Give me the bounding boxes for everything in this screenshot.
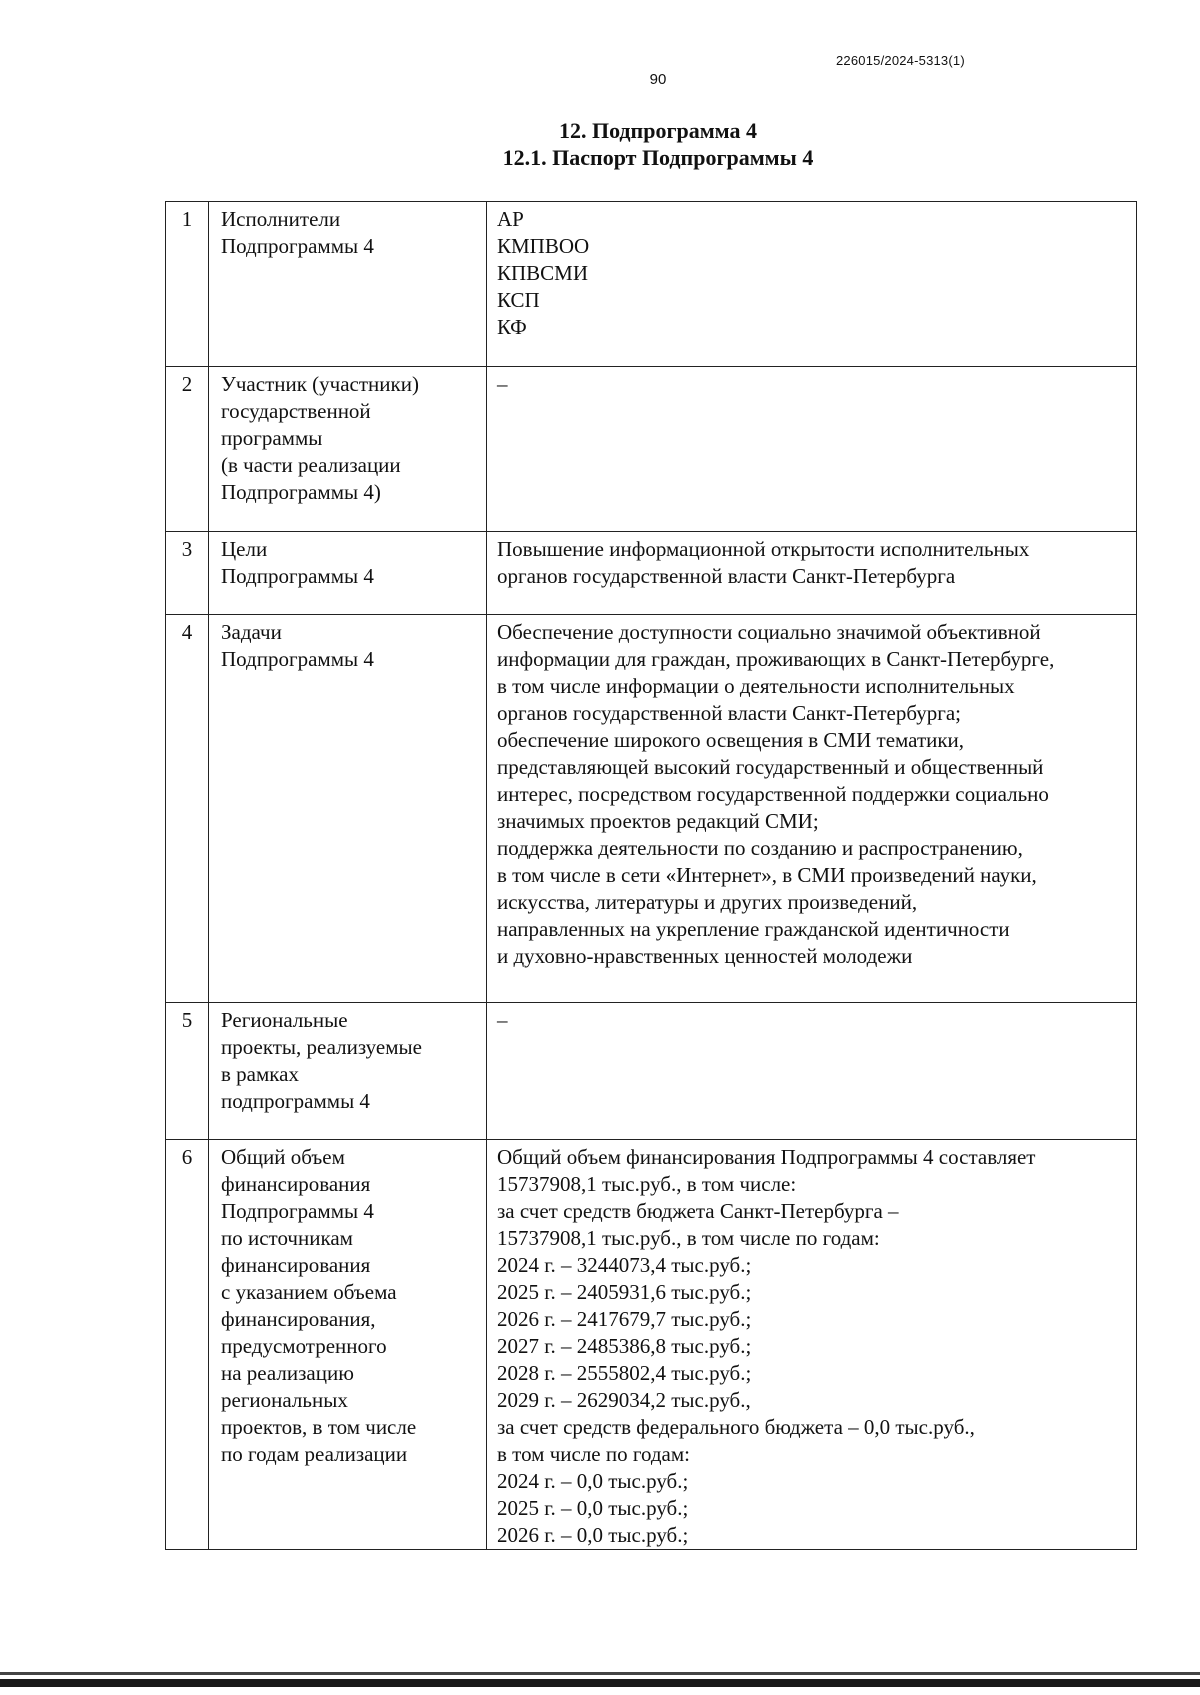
value-line: в том числе в сети «Интернет», в СМИ произведений науки, xyxy=(497,863,1037,887)
label-line: проекты, реализуемые xyxy=(221,1035,422,1059)
subsection-title: 12.1. Паспорт Подпрограммы 4 xyxy=(502,145,814,170)
passport-row xyxy=(166,532,1137,615)
label-line: государственной xyxy=(221,399,371,423)
value-line: 2026 г. – 2417679,7 тыс.руб.; xyxy=(497,1307,752,1331)
value-line: в том числе по годам: xyxy=(497,1442,690,1466)
row-value xyxy=(487,1140,1137,1550)
row-number: 1 xyxy=(166,202,209,367)
value-line: обеспечение широкого освещения в СМИ тематики, xyxy=(497,728,965,752)
label-line: Задачи xyxy=(221,620,282,644)
value-line: 2026 г. – 0,0 тыс.руб.; xyxy=(497,1523,689,1547)
label-line: проектов, в том числе xyxy=(221,1415,417,1439)
passport-table xyxy=(165,201,1137,1550)
row-value xyxy=(487,532,1137,615)
row-value xyxy=(487,615,1137,1003)
passport-row xyxy=(166,202,1137,367)
value-line: информации для граждан, проживающих в Санкт-Петербурге, xyxy=(497,647,1055,671)
value-line: за счет средств федерального бюджета – 0,0 тыс.руб., xyxy=(497,1415,975,1439)
label-line: подпрограммы 4 xyxy=(221,1089,370,1113)
row-value xyxy=(487,1003,1137,1140)
scan-edge-line xyxy=(0,1672,1200,1675)
row-number: 4 xyxy=(166,615,209,1003)
row-label xyxy=(209,1003,487,1140)
label-line: Подпрограммы 4 xyxy=(221,564,374,588)
label-line: по годам реализации xyxy=(221,1442,408,1466)
value-line: представляющей высокий государственный и общественный xyxy=(497,755,1044,779)
value-line: за счет средств бюджета Санкт-Петербурга – xyxy=(497,1199,899,1223)
label-line: Региональные xyxy=(221,1008,348,1032)
label-line: региональных xyxy=(221,1388,348,1412)
value-line: АР xyxy=(497,207,524,231)
row-label xyxy=(209,1140,487,1550)
row-number: 2 xyxy=(166,367,209,532)
value-line: Общий объем финансирования Подпрограммы 4 составляет xyxy=(497,1145,1036,1169)
value-line: 15737908,1 тыс.руб., в том числе по годам: xyxy=(497,1226,880,1250)
page-number: 90 xyxy=(649,71,667,88)
value-line: в том числе информации о деятельности исполнительных xyxy=(497,674,1015,698)
value-line: КСП xyxy=(497,288,540,312)
value-line: 2024 г. – 0,0 тыс.руб.; xyxy=(497,1469,689,1493)
value-line: 2028 г. – 2555802,4 тыс.руб.; xyxy=(497,1361,752,1385)
section-title: 12. Подпрограмма 4 xyxy=(558,118,758,143)
value-line: значимых проектов редакций СМИ; xyxy=(497,809,819,833)
label-line: предусмотренного xyxy=(221,1334,387,1358)
label-line: финансирования xyxy=(221,1172,371,1196)
passport-row xyxy=(166,1140,1137,1550)
value-line: Повышение информационной открытости исполнительных xyxy=(497,537,1030,561)
label-line: Исполнители xyxy=(221,207,341,231)
label-line: финансирования xyxy=(221,1253,371,1277)
value-line: 15737908,1 тыс.руб., в том числе: xyxy=(497,1172,797,1196)
row-value xyxy=(487,367,1137,532)
value-line: 2025 г. – 2405931,6 тыс.руб.; xyxy=(497,1280,752,1304)
value-line: КМПВОО xyxy=(497,234,590,258)
label-line: Подпрограммы 4 xyxy=(221,234,374,258)
value-line: 2024 г. – 3244073,4 тыс.руб.; xyxy=(497,1253,752,1277)
row-number: 3 xyxy=(166,532,209,615)
row-number: 5 xyxy=(166,1003,209,1140)
label-line: Общий объем xyxy=(221,1145,345,1169)
value-line: искусства, литературы и других произведений, xyxy=(497,890,918,914)
label-line: с указанием объема xyxy=(221,1280,397,1304)
row-label xyxy=(209,202,487,367)
value-line: 2027 г. – 2485386,8 тыс.руб.; xyxy=(497,1334,752,1358)
value-line: КФ xyxy=(497,315,527,339)
label-line: (в части реализации xyxy=(221,453,401,477)
label-line: Подпрограммы 4) xyxy=(221,480,381,504)
label-line: Подпрограммы 4 xyxy=(221,647,374,671)
document-number: 226015/2024-5313(1) xyxy=(836,53,965,68)
row-value xyxy=(487,202,1137,367)
label-line: в рамках xyxy=(221,1062,299,1086)
value-line: – xyxy=(497,372,508,396)
row-label xyxy=(209,615,487,1003)
value-line: Обеспечение доступности социально значимой объективной xyxy=(497,620,1041,644)
label-line: Подпрограммы 4 xyxy=(221,1199,374,1223)
passport-row xyxy=(166,615,1137,1003)
value-line: и духовно-нравственных ценностей молодежи xyxy=(497,944,913,968)
value-line: направленных на укрепление гражданской идентичности xyxy=(497,917,1010,941)
label-line: программы xyxy=(221,426,323,450)
label-line: на реализацию xyxy=(221,1361,354,1385)
passport-row xyxy=(166,367,1137,532)
value-line: органов государственной власти Санкт-Петербурга; xyxy=(497,701,961,725)
row-label xyxy=(209,367,487,532)
value-line: КПВСМИ xyxy=(497,261,589,285)
value-line: интерес, посредством государственной поддержки социально xyxy=(497,782,1049,806)
label-line: Цели xyxy=(221,537,268,561)
label-line: финансирования, xyxy=(221,1307,376,1331)
label-line: Участник (участники) xyxy=(221,372,419,396)
value-line: 2029 г. – 2629034,2 тыс.руб., xyxy=(497,1388,751,1412)
row-label xyxy=(209,532,487,615)
value-line: органов государственной власти Санкт-Петербурга xyxy=(497,564,956,588)
passport-row xyxy=(166,1003,1137,1140)
value-line: 2025 г. – 0,0 тыс.руб.; xyxy=(497,1496,689,1520)
scan-edge-bar xyxy=(0,1679,1200,1687)
value-line: – xyxy=(497,1008,508,1032)
row-number: 6 xyxy=(166,1140,209,1550)
label-line: по источникам xyxy=(221,1226,353,1250)
value-line: поддержка деятельности по созданию и распространению, xyxy=(497,836,1023,860)
